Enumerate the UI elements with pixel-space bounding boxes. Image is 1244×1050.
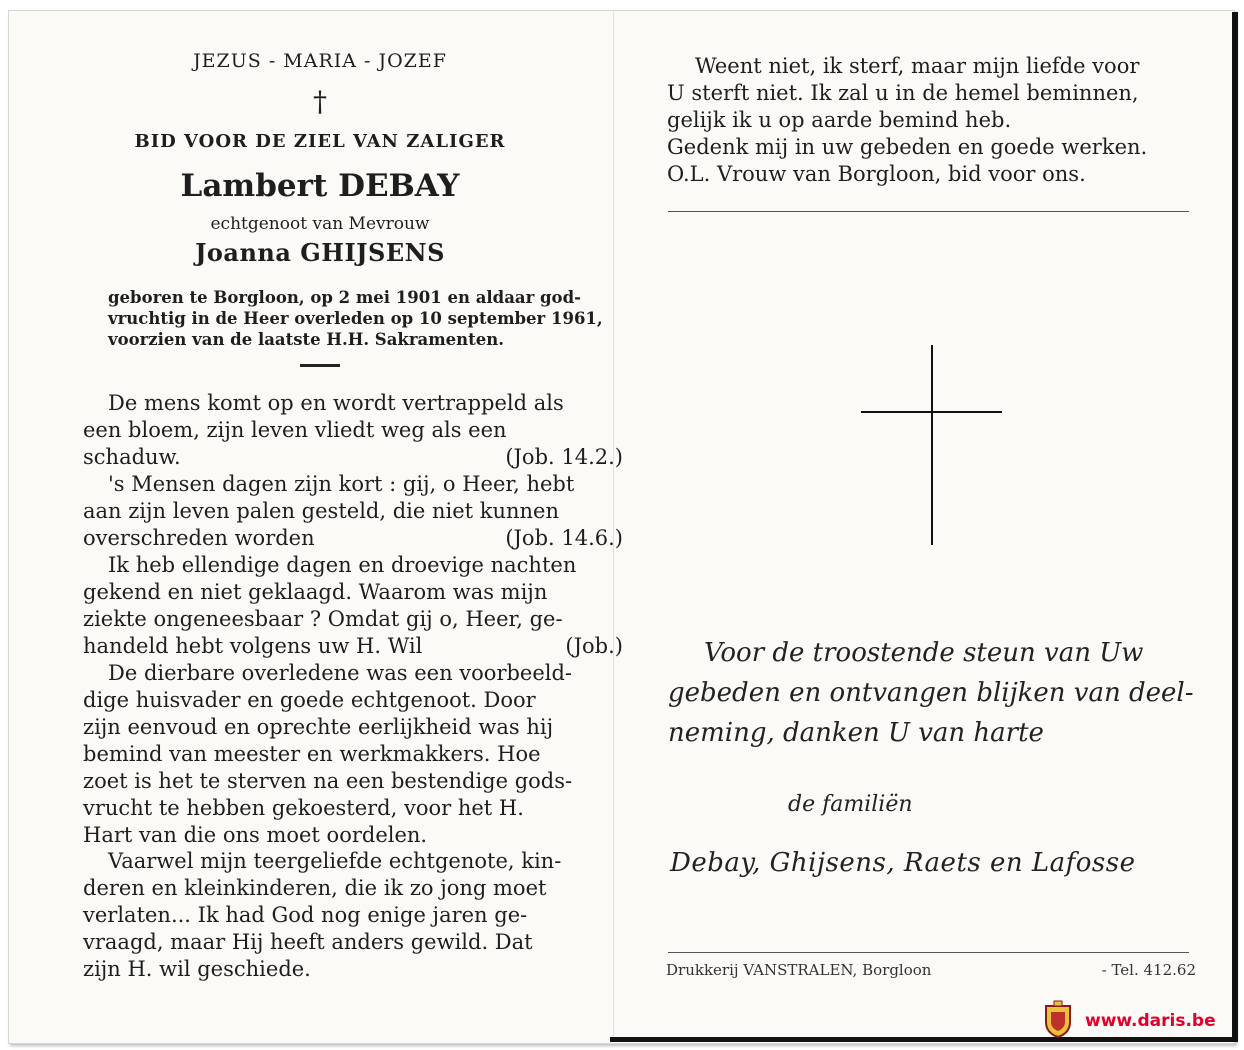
scripture-paragraph-2 bbox=[83, 471, 623, 552]
spouse-name: Joanna GHIJSENS bbox=[195, 238, 445, 267]
text-line: 's Mensen dagen zijn kort : gij, o Heer, hebt bbox=[108, 472, 575, 496]
text-line: zijn H. wil geschiede. bbox=[83, 957, 311, 981]
text-line: deren en kleinkinderen, die ik zo jong moet bbox=[83, 876, 547, 900]
text-line: Hart van die ons moet oordelen. bbox=[83, 823, 428, 847]
text-line: schaduw. bbox=[83, 445, 181, 469]
large-cross-bar bbox=[861, 411, 1002, 413]
text-line: overschreden worden bbox=[83, 526, 315, 550]
thanks-message bbox=[668, 633, 1198, 753]
farewell-paragraph bbox=[83, 848, 623, 983]
scripture-paragraph-3 bbox=[83, 552, 623, 660]
thanks-line: gebeden en ontvangen blijken van deel- bbox=[668, 678, 1194, 708]
separator-dash bbox=[300, 364, 340, 367]
scripture-reference: (Job. 14.2.) bbox=[505, 445, 623, 469]
text-line: handeld hebt volgens uw H. Wil bbox=[83, 634, 423, 658]
printer-name: Drukkerij VANSTRALEN, Borgloon bbox=[666, 961, 932, 979]
scripture-reference: (Job. 14.6.) bbox=[505, 526, 623, 550]
verse-line: U sterft niet. Ik zal u in de hemel beminnen, bbox=[667, 81, 1139, 105]
family-intro: de familiën bbox=[788, 792, 913, 817]
verse-line: Weent niet, ik sterf, maar mijn liefde voor bbox=[695, 54, 1140, 78]
thanks-line: neming, danken U van harte bbox=[668, 718, 1044, 748]
text-line: Ik heb ellendige dagen en droevige nachten bbox=[108, 553, 577, 577]
text-line: gekend en niet geklaagd. Waarom was mijn bbox=[83, 580, 548, 604]
text-line: zijn eenvoud en oprechte eerlijkheid was hij bbox=[83, 715, 554, 739]
small-cross-icon: † bbox=[313, 85, 327, 118]
holy-family-header: JEZUS - MARIA - JOZEF bbox=[193, 50, 447, 72]
printer-line bbox=[666, 961, 1196, 979]
daris-coat-of-arms-icon bbox=[1043, 1000, 1073, 1038]
text-line: zoet is het te sterven na een bestendige gods- bbox=[83, 769, 573, 793]
black-border-bottom bbox=[610, 1037, 1238, 1042]
scripture-paragraph-1 bbox=[83, 390, 623, 471]
biography bbox=[108, 287, 603, 350]
bio-line: voorzien van de laatste H.H. Sakramenten. bbox=[108, 330, 505, 349]
text-line: aan zijn leven palen gesteld, die niet kunnen bbox=[83, 499, 559, 523]
text-line: ziekte ongeneesbaar ? Omdat gij o, Heer, ge- bbox=[83, 607, 563, 631]
prayer-line: BID VOOR DE ZIEL VAN ZALIGER bbox=[134, 131, 506, 152]
bio-line: vruchtig in de Heer overleden op 10 september 1961, bbox=[108, 309, 603, 328]
large-cross-icon bbox=[931, 345, 933, 545]
spouse-intro: echtgenoot van Mevrouw bbox=[210, 214, 430, 234]
text-line: vrucht te hebben gekoesterd, voor het H. bbox=[83, 796, 524, 820]
text-line: bemind van meester en werkmakkers. Hoe bbox=[83, 742, 541, 766]
watermark-url[interactable]: www.daris.be bbox=[1085, 1011, 1216, 1031]
text-line: een bloem, zijn leven vliedt weg als een bbox=[83, 418, 507, 442]
tribute-paragraph bbox=[83, 660, 623, 849]
family-names: Debay, Ghijsens, Raets en Lafosse bbox=[670, 848, 1136, 878]
text-line: verlaten... Ik had God nog enige jaren ge- bbox=[83, 903, 528, 927]
text-line: vraagd, maar Hij heeft anders gewild. Dat bbox=[83, 930, 533, 954]
divider-bottom bbox=[668, 952, 1189, 953]
farewell-verse bbox=[667, 53, 1207, 188]
deceased-name: Lambert DEBAY bbox=[180, 168, 460, 204]
bio-line: geboren te Borgloon, op 2 mei 1901 en aldaar god- bbox=[108, 288, 581, 307]
black-border-right bbox=[1232, 12, 1238, 1040]
thanks-line: Voor de troostende steun van Uw bbox=[704, 638, 1144, 668]
verse-line: Gedenk mij in uw gebeden en goede werken. bbox=[667, 135, 1148, 159]
text-line: Vaarwel mijn teergeliefde echtgenote, kin- bbox=[108, 849, 562, 873]
text-line: De dierbare overledene was een voorbeeld- bbox=[108, 661, 573, 685]
divider-top bbox=[668, 211, 1189, 212]
text-line: dige huisvader en goede echtgenoot. Door bbox=[83, 688, 536, 712]
verse-line: O.L. Vrouw van Borgloon, bid voor ons. bbox=[667, 162, 1086, 186]
printer-telephone: - Tel. 412.62 bbox=[1101, 961, 1196, 979]
scripture-reference: (Job.) bbox=[565, 634, 623, 658]
verse-line: gelijk ik u op aarde bemind heb. bbox=[667, 108, 1012, 132]
text-line: De mens komt op en wordt vertrappeld als bbox=[108, 391, 564, 415]
